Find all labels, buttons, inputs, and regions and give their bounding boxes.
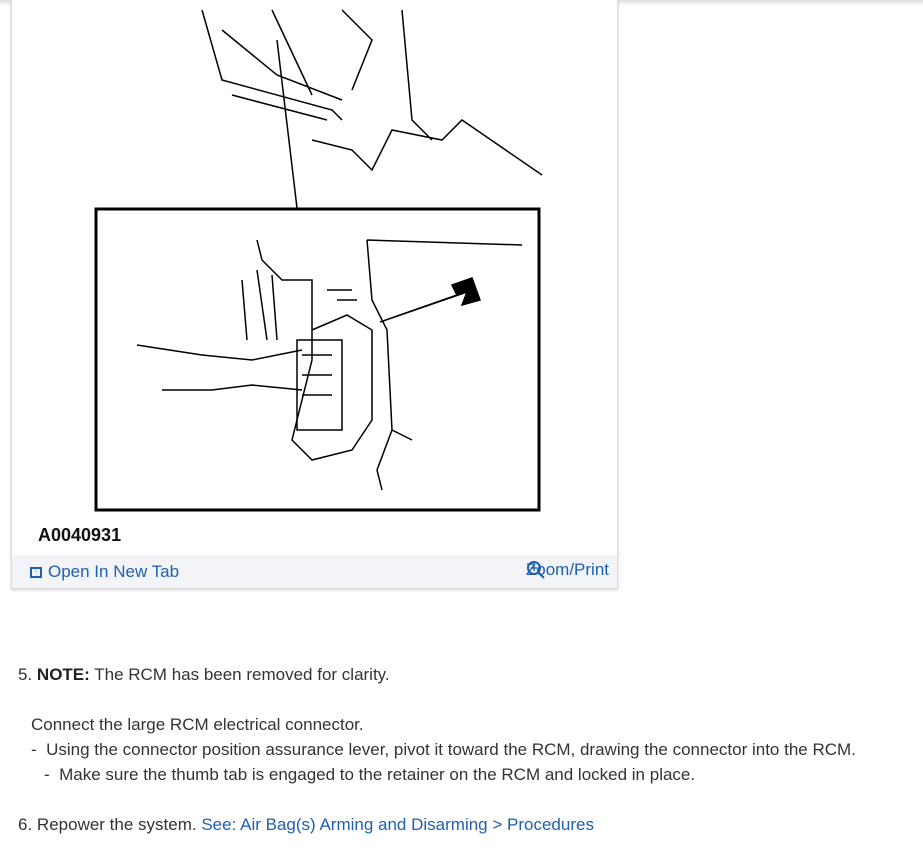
step-5-substep-2: - Make sure the thumb tab is engaged to the retainer on the RCM and locked in place. <box>44 765 696 784</box>
zoom-in-icon <box>526 560 546 580</box>
connector-illustration <box>12 0 617 555</box>
zoom-print-label: Zoom/Print <box>525 560 609 579</box>
step-5-instruction: Connect the large RCM electrical connector. <box>31 715 364 734</box>
open-in-new-tab-label: Open In New Tab <box>48 562 180 581</box>
figure-panel <box>11 0 618 589</box>
zoom-print-link[interactable] <box>526 560 609 580</box>
air-bag-arming-link[interactable]: See: Air Bag(s) Arming and Disarming > Procedures <box>201 815 594 834</box>
figure-id: A0040931 <box>38 525 122 545</box>
figure-toolbar <box>12 555 617 588</box>
step-5-substep-1: - Using the connector position assurance lever, pivot it toward the RCM, drawing the connector into the RCM. <box>31 740 856 759</box>
open-new-tab-icon <box>30 567 42 578</box>
step-6: 6. Repower the system. See: Air Bag(s) Arming and Disarming > Procedures <box>18 815 594 834</box>
open-in-new-tab-link[interactable] <box>30 562 179 582</box>
step-5-note: 5. NOTE: The RCM has been removed for clarity. <box>18 665 390 684</box>
